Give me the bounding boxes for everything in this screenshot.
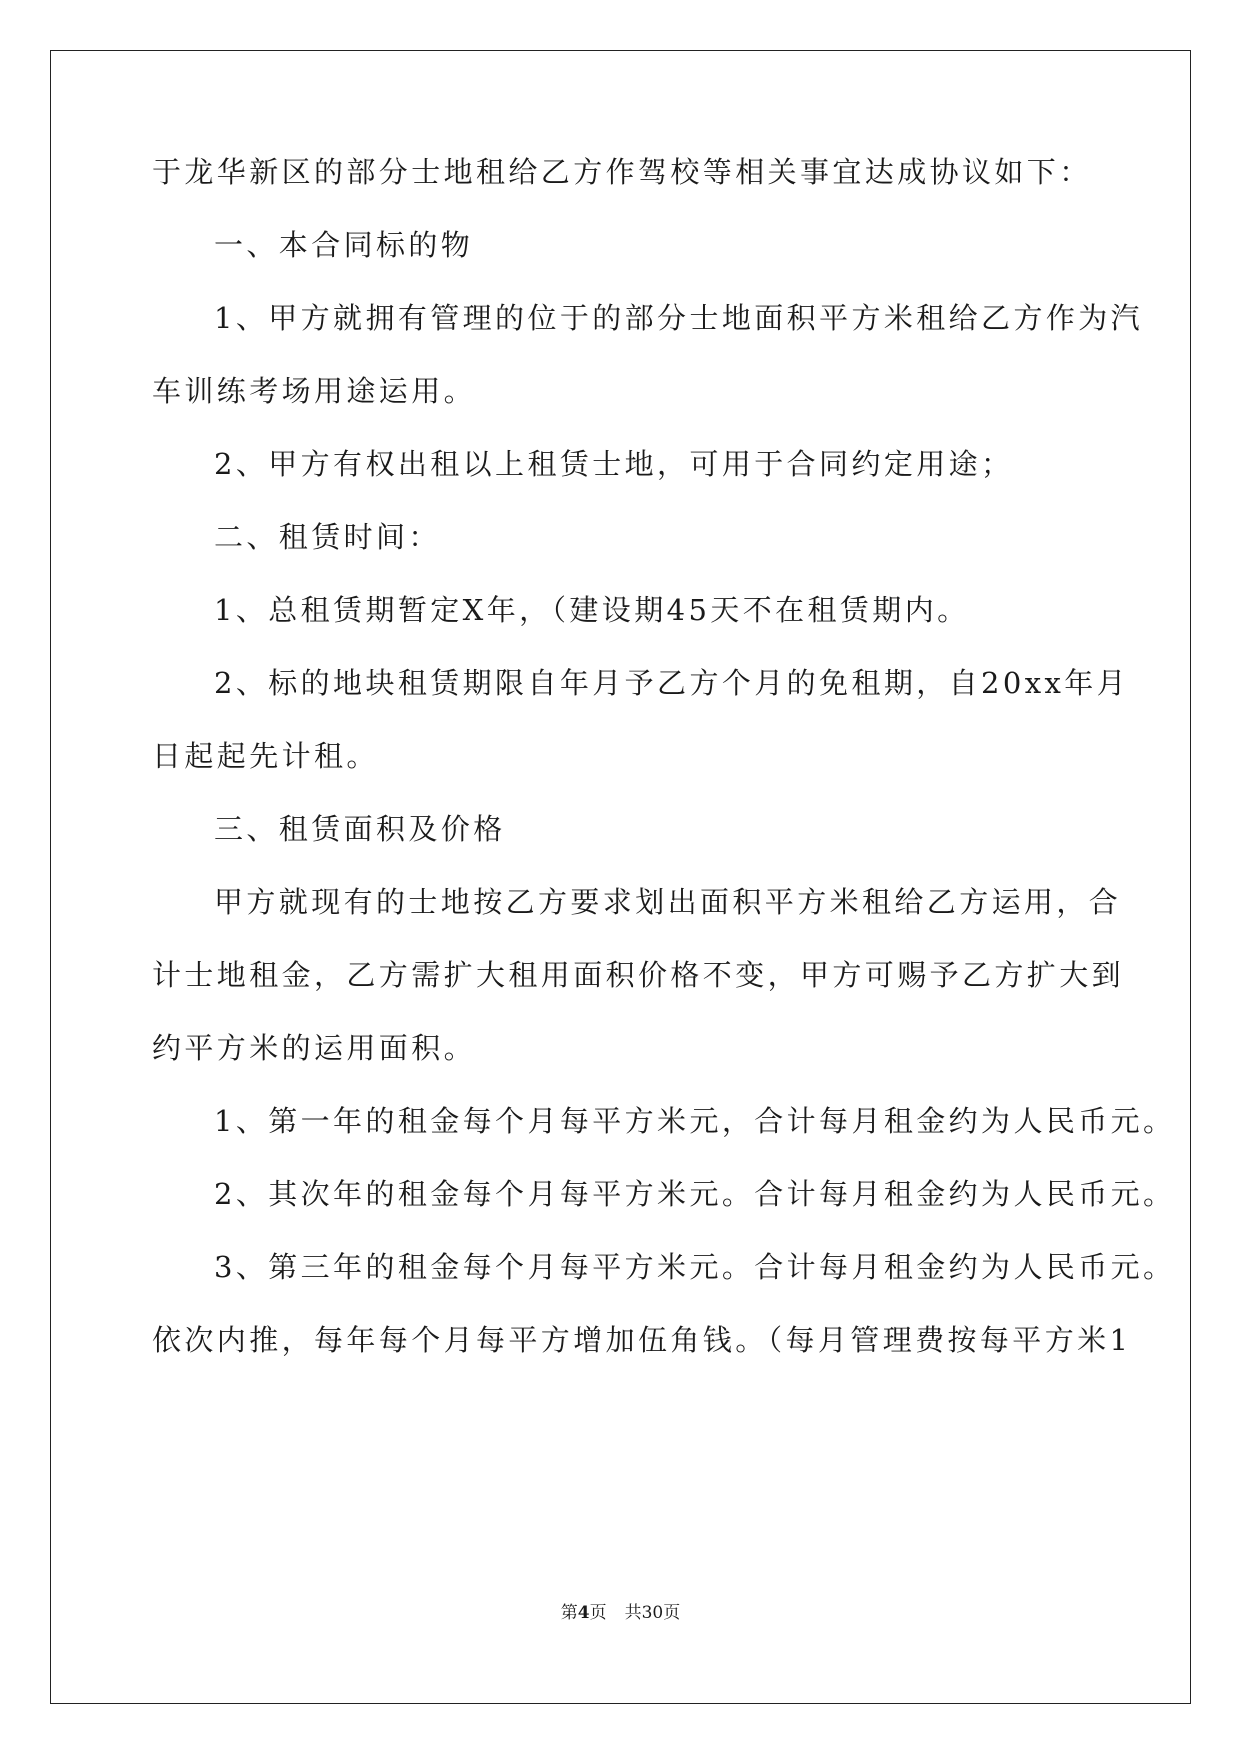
page-border [50, 50, 1191, 1704]
current-page-number: 4 [577, 1603, 590, 1623]
section-heading: 一、本合同标的物 [214, 228, 474, 262]
paragraph-line: 甲方就现有的士地按乙方要求划出面积平方米租给乙方运用，合 [214, 885, 1122, 919]
total-suffix: 页 [663, 1603, 681, 1623]
paragraph-line: 1、第一年的租金每个月每平方米元，合计每月租金约为人民币元。 [214, 1104, 1176, 1138]
paragraph-line: 于龙华新区的部分士地租给乙方作驾校等相关事宜达成协议如下： [152, 155, 1092, 189]
paragraph-line: 1、甲方就拥有管理的位于的部分士地面积平方米租给乙方作为汽 [214, 301, 1144, 335]
paragraph-line: 2、其次年的租金每个月每平方米元。合计每月租金约为人民币元。 [214, 1177, 1176, 1211]
total-pages-number: 30 [641, 1603, 664, 1623]
paragraph-line: 2、标的地块租赁期限自年月予乙方个月的免租期，自20xx年月 [214, 666, 1130, 700]
paragraph-line: 日起起先计租。 [152, 739, 379, 773]
total-prefix: 共 [624, 1603, 642, 1623]
page-suffix: 页 [589, 1603, 607, 1623]
section-heading: 三、租赁面积及价格 [214, 812, 506, 846]
paragraph-line: 2、甲方有权出租以上租赁士地，可用于合同约定用途； [214, 447, 1014, 481]
paragraph-line: 约平方米的运用面积。 [152, 1031, 477, 1065]
paragraph-line: 计士地租金，乙方需扩大租用面积价格不变，甲方可赐予乙方扩大到 [152, 958, 1125, 992]
page-footer [0, 1602, 1241, 1624]
page-prefix: 第 [560, 1603, 578, 1623]
paragraph-line: 3、第三年的租金每个月每平方米元。合计每月租金约为人民币元。 [214, 1250, 1176, 1284]
paragraph-line: 依次内推，每年每个月每平方增加伍角钱。（每月管理费按每平方米1 [152, 1323, 1132, 1357]
paragraph-line: 车训练考场用途运用。 [152, 374, 477, 408]
paragraph-line: 1、总租赁期暂定X年，（建设期45天不在租赁期内。 [214, 593, 970, 627]
section-heading: 二、租赁时间： [214, 520, 441, 554]
